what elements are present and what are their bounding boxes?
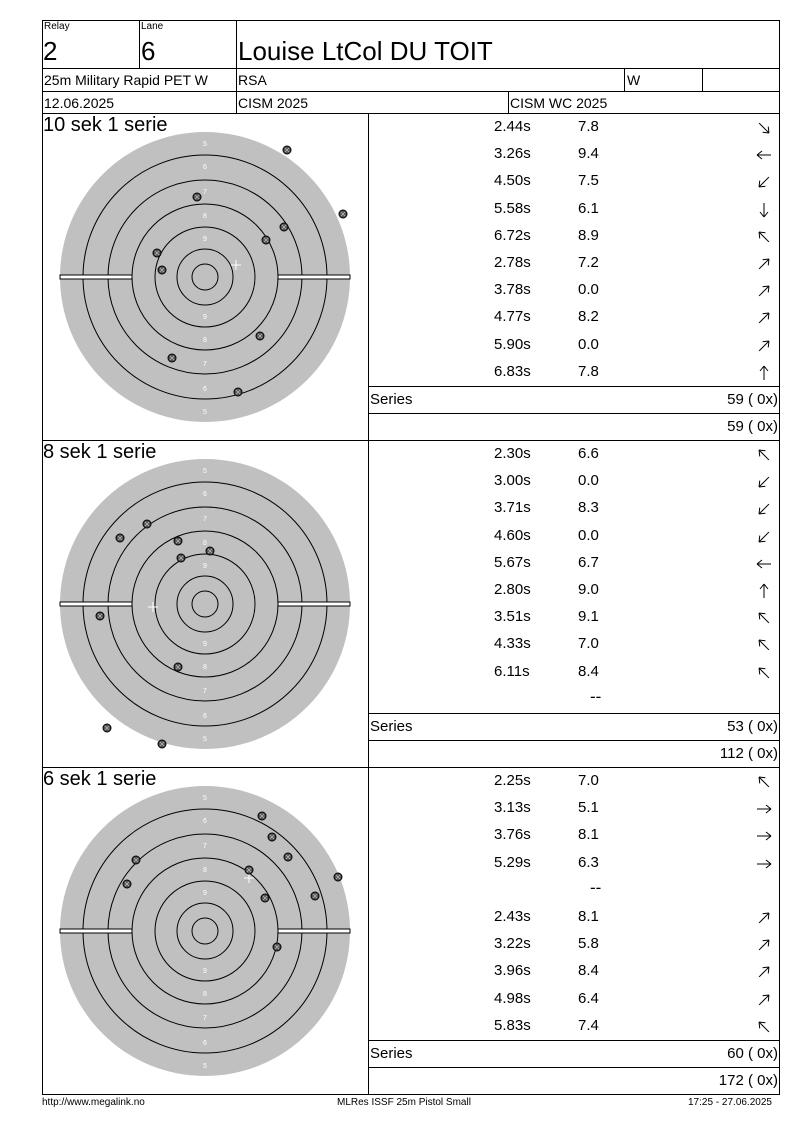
- shot-time: 3.00s: [494, 472, 531, 490]
- shot-time: 5.67s: [494, 553, 531, 571]
- shot-hole: [116, 534, 124, 542]
- direction-arrow-icon: [755, 309, 773, 327]
- section-title: 8 sek 1 serie: [43, 441, 157, 463]
- ring-number: 7: [203, 843, 207, 850]
- shot-hole: [177, 554, 185, 562]
- direction-arrow-icon: [755, 473, 773, 491]
- ring-number: 6: [203, 818, 207, 825]
- series-total: 53 ( 0x): [727, 718, 778, 735]
- shot-score: 5.8: [578, 935, 599, 953]
- ring-number: 8: [203, 540, 207, 547]
- ring-number: 6: [203, 386, 207, 393]
- target-bar-right: [278, 602, 350, 606]
- shot-score: 6.1: [578, 199, 599, 217]
- ring-number: 8: [203, 867, 207, 874]
- series-label: Series: [370, 391, 413, 408]
- direction-arrow-icon: [755, 555, 773, 573]
- series-label: Series: [370, 1045, 413, 1062]
- footer-software: MLRes ISSF 25m Pistol Small: [337, 1097, 471, 1108]
- shot-score: 0.0: [578, 526, 599, 544]
- ring-number: 5: [203, 141, 207, 148]
- shot-score: 9.4: [578, 145, 599, 163]
- event-name: 25m Military Rapid PET W: [44, 72, 208, 88]
- ring-number: 9: [203, 236, 207, 243]
- shot-score: 8.4: [578, 962, 599, 980]
- shot-time: 2.78s: [494, 254, 531, 271]
- shot-score: 9.0: [578, 581, 599, 598]
- shot-time: 5.83s: [494, 1016, 531, 1034]
- direction-arrow-icon: [755, 936, 773, 954]
- relay-label: Relay: [44, 21, 70, 32]
- shot-score: 8.1: [578, 826, 599, 844]
- shot-hole: [206, 547, 214, 555]
- running-total: 172 ( 0x): [718, 1072, 778, 1089]
- ring-number: 6: [203, 713, 207, 720]
- lane-label: Lane: [141, 21, 164, 32]
- direction-arrow-icon: [755, 582, 773, 600]
- shot-time: 3.96s: [494, 962, 531, 980]
- ring-number: 5: [203, 736, 207, 743]
- shot-score-missing: --: [590, 686, 602, 706]
- target-diagram: [55, 455, 360, 755]
- shot-hole: [283, 146, 291, 154]
- shot-hole: [143, 520, 151, 528]
- shot-score: 8.2: [578, 308, 599, 326]
- shot-hole: [339, 210, 347, 218]
- ring-number: 9: [203, 314, 207, 321]
- shot-time: 5.58s: [494, 199, 531, 217]
- ring-number: 7: [203, 189, 207, 196]
- shot-time: 3.22s: [494, 935, 531, 953]
- shot-time: 2.30s: [494, 445, 531, 462]
- series-total: 60 ( 0x): [727, 1045, 778, 1062]
- shot-hole: [280, 223, 288, 231]
- shot-hole: [261, 894, 269, 902]
- shot-hole: [268, 833, 276, 841]
- shot-time: 2.44s: [494, 118, 531, 135]
- shot-score: 5.1: [578, 799, 599, 817]
- shot-time: 3.51s: [494, 608, 531, 626]
- direction-arrow-icon: [755, 337, 773, 355]
- ring-number: 7: [203, 688, 207, 695]
- shot-hole: [96, 612, 104, 620]
- shot-time: 4.98s: [494, 989, 531, 1007]
- ring-number: 5: [203, 1063, 207, 1070]
- ring-number: 7: [203, 361, 207, 368]
- shooter-name: Louise LtCol DU TOIT: [238, 36, 493, 66]
- ring-number: 8: [203, 664, 207, 671]
- ring-number: 9: [203, 563, 207, 570]
- section-title: 10 sek 1 serie: [43, 114, 168, 136]
- direction-arrow-icon: [755, 255, 773, 273]
- shot-hole: [311, 892, 319, 900]
- shot-score: 7.0: [578, 772, 599, 789]
- direction-arrow-icon: [755, 173, 773, 191]
- ring-number: 8: [203, 337, 207, 344]
- direction-arrow-icon: [755, 364, 773, 382]
- shot-hole: [174, 663, 182, 671]
- shot-hole: [158, 266, 166, 274]
- ring-number: 7: [203, 516, 207, 523]
- running-total: 59 ( 0x): [727, 418, 778, 435]
- shot-time: 2.43s: [494, 908, 531, 925]
- ring-number: 5: [203, 409, 207, 416]
- shot-time: 3.78s: [494, 281, 531, 299]
- shot-hole: [153, 249, 161, 257]
- shot-time: 3.76s: [494, 826, 531, 844]
- target-bar-right: [278, 275, 350, 279]
- ring-number: 6: [203, 491, 207, 498]
- shot-score: 7.2: [578, 254, 599, 271]
- shot-score: 7.4: [578, 1016, 599, 1034]
- shot-time: 2.80s: [494, 581, 531, 598]
- target-bar-right: [278, 929, 350, 933]
- shot-time: 4.77s: [494, 308, 531, 326]
- shot-score: 6.4: [578, 989, 599, 1007]
- shot-time: 6.83s: [494, 362, 531, 380]
- shot-time: 4.33s: [494, 635, 531, 653]
- direction-arrow-icon: [755, 773, 773, 791]
- footer-timestamp: 17:25 - 27.06.2025: [688, 1097, 772, 1108]
- direction-arrow-icon: [755, 446, 773, 464]
- shot-score: 6.7: [578, 553, 599, 571]
- direction-arrow-icon: [755, 636, 773, 654]
- shot-score: 8.3: [578, 499, 599, 517]
- shot-hole: [334, 873, 342, 881]
- shot-time: 6.11s: [494, 662, 530, 680]
- direction-arrow-icon: [755, 1018, 773, 1036]
- shot-score: 7.8: [578, 118, 599, 135]
- direction-arrow-icon: [755, 228, 773, 246]
- direction-arrow-icon: [755, 500, 773, 518]
- shot-score: 0.0: [578, 472, 599, 490]
- target-diagram: [55, 782, 360, 1082]
- target-bar-left: [60, 275, 132, 279]
- direction-arrow-icon: [755, 800, 773, 818]
- shot-time: 4.50s: [494, 172, 531, 190]
- shot-hole: [174, 537, 182, 545]
- shot-score-missing: --: [590, 877, 602, 897]
- direction-arrow-icon: [755, 609, 773, 627]
- direction-arrow-icon: [755, 827, 773, 845]
- direction-arrow-icon: [755, 146, 773, 164]
- lane-value: 6: [141, 36, 156, 66]
- shot-hole: [132, 856, 140, 864]
- direction-arrow-icon: [755, 282, 773, 300]
- ring-number: 9: [203, 641, 207, 648]
- target-bar-left: [60, 602, 132, 606]
- shot-score: 6.6: [578, 445, 599, 462]
- direction-arrow-icon: [755, 201, 773, 219]
- shot-score: 0.0: [578, 281, 599, 299]
- category: W: [627, 72, 641, 88]
- ring-number: 6: [203, 164, 207, 171]
- shot-time: 2.25s: [494, 772, 531, 789]
- shot-time: 6.72s: [494, 226, 531, 244]
- target-diagram: [55, 128, 360, 428]
- series-total: 59 ( 0x): [727, 391, 778, 408]
- ring-number: 9: [203, 968, 207, 975]
- relay-value: 2: [43, 36, 58, 66]
- shot-score: 7.8: [578, 362, 599, 380]
- section-title: 6 sek 1 serie: [43, 768, 157, 790]
- direction-arrow-icon: [755, 855, 773, 873]
- shot-score: 8.4: [578, 662, 599, 680]
- shot-hole: [284, 853, 292, 861]
- direction-arrow-icon: [755, 963, 773, 981]
- shot-score: 9.1: [578, 608, 599, 626]
- shot-hole: [258, 812, 266, 820]
- direction-arrow-icon: [755, 528, 773, 546]
- ring-number: 5: [203, 795, 207, 802]
- ring-number: 9: [203, 890, 207, 897]
- footer-website: http://www.megalink.no: [42, 1097, 145, 1108]
- shot-time: 4.60s: [494, 526, 531, 544]
- running-total: 112 ( 0x): [719, 745, 778, 762]
- shot-score: 8.1: [578, 908, 599, 925]
- shot-hole: [256, 332, 264, 340]
- ring-number: 8: [203, 991, 207, 998]
- shot-time: 5.90s: [494, 335, 531, 353]
- championship: CISM WC 2025: [510, 95, 608, 111]
- shot-hole: [273, 943, 281, 951]
- target-bar-left: [60, 929, 132, 933]
- shot-hole: [245, 866, 253, 874]
- ring-number: 5: [203, 468, 207, 475]
- shot-hole: [123, 880, 131, 888]
- direction-arrow-icon: [755, 909, 773, 927]
- direction-arrow-icon: [755, 119, 773, 137]
- ring-number: 6: [203, 1040, 207, 1047]
- shot-hole: [262, 236, 270, 244]
- shot-hole: [103, 724, 111, 732]
- shot-time: 3.71s: [494, 499, 531, 517]
- shot-hole: [193, 193, 201, 201]
- date: 12.06.2025: [44, 95, 115, 111]
- ring-number: 8: [203, 213, 207, 220]
- series-label: Series: [370, 718, 413, 735]
- ring-number: 7: [203, 1015, 207, 1022]
- shot-time: 5.29s: [494, 853, 531, 871]
- shot-score: 7.5: [578, 172, 599, 190]
- shot-hole: [234, 388, 242, 396]
- shot-hole: [168, 354, 176, 362]
- direction-arrow-icon: [755, 664, 773, 682]
- nation: RSA: [238, 72, 267, 88]
- competition: CISM 2025: [238, 95, 309, 111]
- shot-time: 3.26s: [494, 145, 531, 163]
- shot-score: 0.0: [578, 335, 599, 353]
- shot-score: 7.0: [578, 635, 599, 653]
- shot-hole: [158, 740, 166, 748]
- shot-score: 6.3: [578, 853, 599, 871]
- shot-score: 8.9: [578, 226, 599, 244]
- direction-arrow-icon: [755, 991, 773, 1009]
- shot-time: 3.13s: [494, 799, 531, 817]
